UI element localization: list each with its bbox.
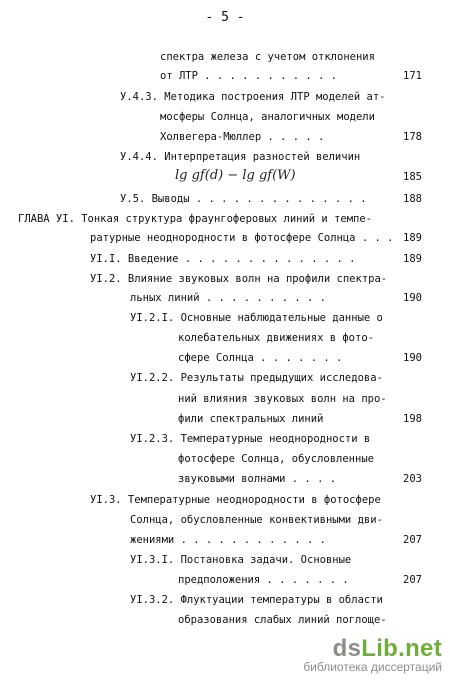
toc-page-number: 198 (403, 413, 422, 425)
toc-page-number: 207 (403, 534, 422, 546)
toc-line: звуковыми волнами . . . . (178, 473, 337, 485)
toc-line: У.5. Выводы . . . . . . . . . . . . . . (120, 193, 367, 205)
toc-line: УI.3.2. Флуктуации температуры в области (130, 594, 383, 606)
toc-page-number: 207 (403, 574, 422, 586)
toc-page-number: 178 (403, 131, 422, 143)
toc-line: У.4.3. Методика построения ЛТР моделей ат- (120, 91, 386, 103)
toc-line: Холвегера-Мюллер . . . . . (160, 131, 325, 143)
toc-line: УI.3.I. Постановка задачи. Основные (130, 554, 352, 566)
toc-line: УI.2.2. Результаты предыдущих исследова- (130, 372, 383, 384)
toc-line: УI.2.3. Температурные неоднородности в (130, 433, 371, 445)
handwritten-formula: lg gf(d) − lg gf(W) (175, 168, 296, 183)
toc-line: от ЛТР . . . . . . . . . . . (160, 70, 338, 82)
toc-line: УI.2.I. Основные наблюдательные данные о (130, 312, 383, 324)
toc-line: У.4.4. Интерпретация разностей величин (120, 151, 361, 163)
toc-line: образования слабых линий поглоще- (178, 614, 387, 626)
toc-page-number: 189 (403, 232, 422, 244)
toc-line: жениями . . . . . . . . . . . . (130, 534, 326, 546)
toc-line: УI.3. Температурные неоднородности в фотосфере (90, 494, 381, 506)
toc-line: ратурные неоднородности в фотосфере Солнца . . . (90, 232, 394, 244)
watermark-title-right: Lib.net (361, 635, 442, 662)
watermark-subtitle: библиотека диссертаций (303, 660, 442, 674)
toc-line: УI.I. Введение . . . . . . . . . . . . . . (90, 253, 356, 265)
toc-line: УI.2. Влияние звуковых волн на профили спектра- (90, 273, 388, 285)
toc-line: Солнца, обусловленные конвективными дви- (130, 514, 383, 526)
toc-page-number: 189 (403, 253, 422, 265)
toc-line: фотосфере Солнца, обусловленные (178, 453, 374, 465)
toc-page-number: 203 (403, 473, 422, 485)
toc-page-number: 190 (403, 352, 422, 364)
toc-line: мосферы Солнца, аналогичных модели (160, 111, 375, 123)
toc-line: ний влияния звуковых волн на про- (178, 393, 387, 405)
toc-line: предположения . . . . . . . (178, 574, 349, 586)
page-number: - 5 - (205, 10, 245, 25)
toc-line: сфере Солнца . . . . . . . (178, 352, 343, 364)
toc-line: колебательных движениях в фото- (178, 332, 374, 344)
toc-line: фили спектральных линий (178, 413, 324, 425)
toc-page-number: 190 (403, 292, 422, 304)
toc-page-number: 171 (403, 70, 422, 82)
toc-line: спектра железа с учетом отклонения (160, 51, 375, 63)
dslib-watermark-logo (303, 635, 442, 674)
watermark-title (303, 635, 442, 663)
toc-page-number: 185 (403, 171, 422, 183)
toc-line: льных линий . . . . . . . . . . (130, 292, 326, 304)
toc-chapter-heading: ГЛАВА УI. Тонкая структура фраунгоферовых линий и темпе- (18, 213, 373, 225)
toc-page-number: 188 (403, 193, 422, 205)
watermark-title-left: ds (332, 635, 362, 662)
